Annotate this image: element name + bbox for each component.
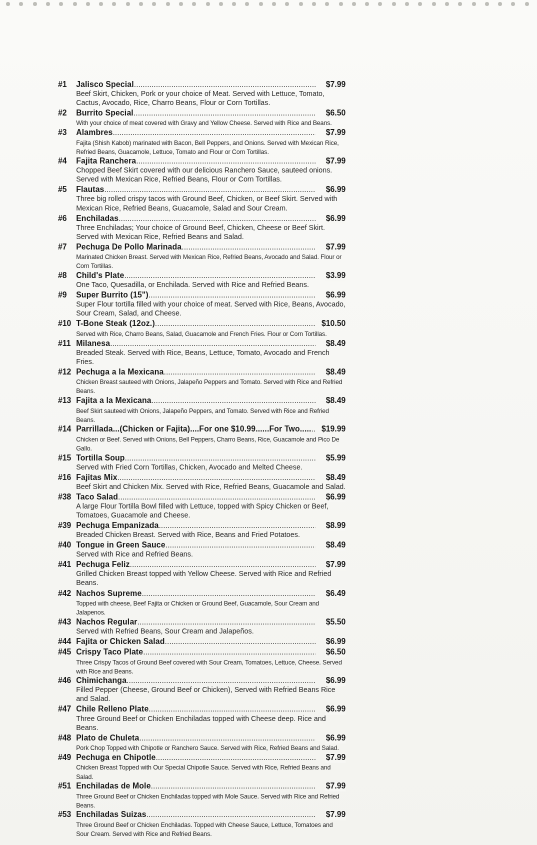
binding-hole — [232, 2, 236, 6]
item-number: #51 — [58, 781, 72, 791]
binding-hole — [46, 2, 50, 6]
item-description: Beef Skirt sauteed with Onions, Jalapeño Peppers, and Tomato. Served with Rice and Refried Beans. — [76, 406, 329, 424]
item-name: Fajita a la Mexicana ..... — [76, 396, 315, 406]
item-number: #4 — [58, 156, 67, 166]
item-name-leader — [58, 128, 316, 138]
item-description: Served with Rice, Charro Beans, Salad, Guacamole and French Fries. Flour or Corn Tortillas. — [76, 329, 327, 338]
item-name-leader — [58, 637, 316, 647]
menu-item-header — [58, 589, 346, 599]
menu-item — [58, 243, 346, 271]
binding-hole — [485, 2, 489, 6]
item-name: Burrito Special ..... — [76, 109, 315, 119]
menu-item-header — [58, 782, 346, 792]
menu-item — [58, 648, 346, 676]
item-name: Plato de Chuleta ..... — [76, 734, 315, 744]
item-name-leader — [58, 214, 316, 224]
binding-hole — [418, 2, 422, 6]
item-number: #11 — [58, 339, 71, 349]
item-number: #38 — [58, 492, 72, 502]
item-name-leader — [58, 271, 316, 281]
menu-item — [58, 753, 346, 781]
item-price: $6.99 — [325, 637, 346, 647]
binding-hole — [432, 2, 436, 6]
menu-item — [58, 109, 346, 128]
item-name: T-Bone Steak (12oz.) ..... — [76, 319, 315, 329]
menu-item-header — [58, 425, 346, 435]
item-price: $6.49 — [325, 589, 346, 599]
menu-item — [58, 185, 346, 213]
item-description: Three Ground Beef or Chicken Enchiladas. Topped with Cheese Sauce, Lettuce, Tomatoes and Sour Cream. Served with Rice and Refried Beans. — [76, 820, 333, 838]
item-name: Tongue in Green Sauce ..... — [76, 541, 315, 551]
item-number: #40 — [58, 540, 72, 550]
item-price: $3.99 — [325, 271, 346, 281]
item-number: #41 — [58, 560, 72, 570]
item-name-leader — [58, 560, 316, 570]
item-name: Fajitas Mix ..... — [76, 473, 315, 483]
item-price: $6.99 — [325, 185, 346, 195]
menu-item — [58, 214, 346, 242]
menu-item-header — [58, 753, 346, 763]
menu-item-header — [58, 214, 346, 224]
binding-hole — [325, 2, 329, 6]
binding-hole — [179, 2, 183, 6]
item-name-leader — [58, 541, 316, 551]
menu-item-header — [58, 453, 346, 463]
item-price: $6.99 — [325, 704, 346, 715]
item-name: Tortilla Soup ..... — [76, 453, 315, 463]
menu-item — [58, 589, 346, 617]
item-price: $5.99 — [325, 453, 346, 463]
item-number: #3 — [58, 128, 67, 138]
item-name: Child's Plate ..... — [76, 271, 315, 281]
item-number: #49 — [58, 753, 72, 763]
item-description: A large Flour Tortilla Bowl filled with Lettuce, topped with Spicy Chicken or Beef, Tomatoes, Guacamole and Cheese. — [76, 502, 329, 520]
menu-item — [58, 271, 346, 290]
binding-hole — [59, 2, 63, 6]
item-number: #43 — [58, 617, 72, 627]
binding-hole — [339, 2, 343, 6]
item-number: #15 — [58, 453, 72, 463]
item-description: Three big rolled crispy tacos with Ground Beef, Chicken, or Beef Skirt. Served with Mexican Rice, Refried Beans, Guacamole, Salad and Sour Cream. — [76, 195, 338, 213]
menu-item — [58, 453, 346, 472]
item-name: Nachos Supreme ..... — [76, 589, 315, 599]
item-description: Topped with cheese, Beef Fajita or Chicken or Ground Beef, Guacamole, Sour Cream and Jalapenos. — [76, 599, 320, 617]
item-description: Pork Chop Topped with Chipotle or Ranchero Sauce. Served with Rice, Refried Beans and Salad. — [76, 744, 339, 752]
item-name: Chimichanga ..... — [76, 676, 315, 686]
menu-item-header — [58, 618, 346, 628]
item-price: $7.99 — [325, 156, 346, 166]
item-name: Nachos Regular ..... — [76, 618, 315, 628]
item-price: $5.50 — [325, 617, 346, 627]
item-name-leader — [58, 80, 316, 90]
binding-hole — [472, 2, 476, 6]
item-name: Jalisco Special ..... — [76, 80, 315, 90]
item-name: Parrillada...(Chicken or Fajita)....For one $10.99......For Two..... ..... — [76, 425, 315, 435]
menu-item-header — [58, 637, 346, 647]
item-description: Chicken Breast sauteed with Onions, Jalapeño Peppers and Tomato. Served with Rice and Refried Beans. — [76, 378, 343, 395]
binding-hole — [272, 2, 276, 6]
menu-item — [58, 128, 346, 156]
item-price: $7.99 — [325, 781, 346, 791]
menu-item-header — [58, 541, 346, 551]
item-price: $8.49 — [325, 396, 346, 406]
item-description: Chopped Beef Skirt covered with our delicious Ranchero Sauce, sauteed onions. Served with Mexican Rice, Refried Beans, Flour or Corn Tortillas. — [76, 166, 333, 184]
item-name-leader — [58, 109, 316, 119]
item-description: Breaded Steak. Served with Rice, Beans, Lettuce, Tomato, Avocado and French Fries. — [76, 348, 330, 367]
menu-item-header — [58, 473, 346, 483]
item-name-leader — [58, 782, 316, 792]
item-description: Marinated Chicken Breast. Served with Mexican Rice, Refried Beans, Avocado and Salad. Flour or Corn Tortillas. — [76, 253, 342, 270]
binding-hole — [73, 2, 77, 6]
item-name: Pechuga Empanizada ..... — [76, 521, 315, 531]
menu-item-header — [58, 109, 346, 119]
item-price: $6.50 — [325, 647, 346, 657]
item-description: One Taco, Quesadilla, or Enchilada. Served with Rice and Refried Beans. — [76, 281, 309, 290]
item-name: Super Burrito (15") ..... — [76, 291, 315, 301]
menu-item — [58, 80, 346, 108]
item-price: $7.99 — [325, 810, 346, 820]
binding-hole — [19, 2, 23, 6]
binding-hole — [352, 2, 356, 6]
menu-item — [58, 705, 346, 733]
binding-hole — [6, 2, 10, 6]
item-price: $19.99 — [321, 424, 346, 434]
item-name: Pechuga De Pollo Marinada ..... — [76, 243, 315, 253]
item-number: #53 — [58, 810, 72, 820]
menu-item-header — [58, 705, 346, 715]
item-name-leader — [58, 425, 316, 435]
item-number: #5 — [58, 185, 67, 195]
item-name-leader — [58, 368, 316, 378]
item-name-leader — [58, 319, 316, 329]
item-name: Alambres ..... — [76, 128, 315, 138]
item-name: Pechuga Feliz ..... — [76, 560, 315, 570]
item-description: With your choice of meat covered with Gravy and Yellow Cheese. Served with Rice and Beans. — [76, 119, 332, 127]
menu-item-header — [58, 80, 346, 90]
item-name-leader — [58, 157, 316, 167]
item-number: #6 — [58, 214, 67, 224]
binding-hole — [511, 2, 515, 6]
item-name-leader — [58, 453, 316, 463]
menu-item-header — [58, 676, 346, 686]
binding-hole — [312, 2, 316, 6]
item-number: #14 — [58, 424, 72, 434]
binding-hole — [166, 2, 170, 6]
menu-item — [58, 676, 346, 704]
item-price: $7.99 — [325, 80, 346, 90]
menu-item — [58, 425, 346, 453]
item-name-leader — [58, 618, 316, 628]
item-name: Enchiladas de Mole ..... — [76, 782, 315, 792]
binding-hole — [299, 2, 303, 6]
menu-item-header — [58, 157, 346, 167]
item-number: #9 — [58, 290, 67, 300]
menu-item — [58, 810, 346, 838]
item-price: $6.99 — [325, 676, 346, 686]
item-name-leader — [58, 339, 316, 349]
item-name-leader — [58, 734, 316, 744]
item-number: #1 — [58, 80, 67, 90]
menu-item-header — [58, 128, 346, 138]
item-name: Flautas ..... — [76, 185, 315, 195]
item-name: Enchiladas Suizas ..... — [76, 810, 315, 820]
menu-item — [58, 637, 346, 647]
menu-item-header — [58, 368, 346, 378]
item-description: Chicken or Beef. Served with Onions, Bell Peppers, Charro Beans, Rice, Guacamole and Pico De Gallo. — [76, 435, 340, 452]
binding-hole — [99, 2, 103, 6]
menu-item-header — [58, 396, 346, 406]
binding-hole — [498, 2, 502, 6]
item-number: #48 — [58, 733, 72, 743]
item-price: $7.99 — [325, 560, 346, 570]
binding-holes — [0, 2, 537, 8]
item-number: #8 — [58, 271, 67, 281]
item-name-leader — [58, 648, 316, 658]
binding-hole — [152, 2, 156, 6]
binding-hole — [525, 2, 529, 6]
item-number: #2 — [58, 108, 67, 118]
item-price: $8.49 — [325, 473, 346, 483]
item-name: Milanesa ..... — [76, 339, 315, 349]
item-name: Pechuga en Chipotle ..... — [76, 753, 315, 763]
binding-hole — [139, 2, 143, 6]
item-description: Beef Skirt and Chicken Mix. Served with Rice, Refried Beans, Guacamole and Salad. — [76, 482, 346, 492]
menu-item-header — [58, 560, 346, 570]
binding-hole — [365, 2, 369, 6]
item-price: $10.50 — [321, 319, 346, 329]
binding-hole — [378, 2, 382, 6]
item-price: $8.49 — [325, 339, 346, 349]
menu-item-header — [58, 521, 346, 531]
item-description: Beef Skirt, Chicken, Pork or your choice of Meat. Served with Lettuce, Tomato, Cactus, Avocado, Rice, Charro Beans, Flour or Corn Tortillas. — [76, 89, 325, 108]
item-description: Three Ground Beef or Chicken Enchiladas topped with Mole Sauce. Served with Rice and Refried Beans. — [76, 792, 340, 809]
binding-hole — [86, 2, 90, 6]
item-price: $6.99 — [325, 492, 346, 502]
item-number: #10 — [58, 319, 72, 329]
item-name-leader — [58, 676, 316, 686]
item-description: Super Flour tortilla filled with your choice of meat. Served with Rice, Beans, Avocado, Sour Cream, Salad, and Cheese. — [76, 300, 346, 318]
menu-item — [58, 319, 346, 338]
item-description: Served with Fried Corn Tortillas, Chicken, Avocado and Melted Cheese. — [76, 463, 303, 472]
item-number: #12 — [58, 367, 72, 377]
item-price: $7.99 — [325, 753, 346, 763]
item-name: Pechuga a la Mexicana ..... — [76, 368, 315, 378]
item-price: $7.99 — [325, 242, 346, 252]
menu-item-header — [58, 339, 346, 349]
item-description: Three Ground Beef or Chicken Enchiladas topped with Cheese deep. Rice and Beans. — [76, 714, 326, 733]
menu-item-header — [58, 493, 346, 503]
item-description: Three Crispy Tacos of Ground Beef covered with Sour Cream, Tomatoes, Lettuce, Cheese. Served with Rice and Beans. — [76, 658, 342, 675]
menu-item — [58, 541, 346, 560]
item-name: Enchiladas ..... — [76, 214, 315, 224]
item-name-leader — [58, 291, 316, 301]
item-name-leader — [58, 396, 316, 406]
menu-item — [58, 734, 346, 753]
menu-item-header — [58, 319, 346, 329]
item-name-leader — [58, 473, 316, 483]
binding-hole — [405, 2, 409, 6]
item-name: Crispy Taco Plate ..... — [76, 648, 315, 658]
binding-hole — [285, 2, 289, 6]
menu-item — [58, 560, 346, 588]
item-name-leader — [58, 243, 316, 253]
menu-item — [58, 396, 346, 424]
item-number: #45 — [58, 647, 72, 657]
item-description: Filled Pepper (Cheese, Ground Beef or Chicken), Served with Refried Beans Rice and Salad. — [76, 686, 336, 704]
menu-list — [58, 80, 346, 839]
item-description: Fajita (Shish Kabob) marinated with Bacon, Bell Peppers, and Onions. Served with Mexican Rice, Refried Beans, Guacamole, Lettuce, Tomato and Flour or Corn Tortillas. — [76, 138, 339, 156]
menu-item — [58, 157, 346, 185]
binding-hole — [33, 2, 37, 6]
item-number: #13 — [58, 396, 72, 406]
item-price: $6.50 — [325, 108, 346, 118]
item-name-leader — [58, 589, 316, 599]
menu-item-header — [58, 243, 346, 253]
menu-item — [58, 521, 346, 540]
item-description: Three Enchiladas; Your choice of Ground Beef, Chicken, Cheese or Beef Skirt. Served with Mexican Rice, Refried Beans and Salad. — [76, 223, 325, 242]
item-description: Breaded Chicken Breast. Served with Rice, Beans and Fried Potatoes. — [76, 531, 300, 540]
item-name-leader — [58, 753, 316, 763]
item-number: #44 — [58, 637, 72, 647]
item-number: #7 — [58, 242, 67, 252]
menu-item-header — [58, 648, 346, 658]
item-name-leader — [58, 521, 316, 531]
item-price: $8.49 — [325, 540, 346, 550]
binding-hole — [259, 2, 263, 6]
item-name: Fajita or Chicken Salad ..... — [76, 637, 315, 647]
item-description: Grilled Chicken Breast topped with Yellow Cheese. Served with Rice and Refried Beans. — [76, 570, 332, 588]
binding-hole — [445, 2, 449, 6]
item-number: #46 — [58, 676, 72, 686]
menu-item — [58, 473, 346, 492]
item-number: #47 — [58, 704, 72, 715]
item-name: Taco Salad ..... — [76, 493, 315, 503]
item-name-leader — [58, 810, 316, 820]
item-name-leader — [58, 185, 316, 195]
item-number: #39 — [58, 521, 72, 531]
item-name: Chile Relleno Plate ..... — [76, 705, 315, 715]
menu-item-header — [58, 185, 346, 195]
item-price: $8.49 — [325, 367, 346, 377]
item-number: #16 — [58, 473, 72, 483]
binding-hole — [392, 2, 396, 6]
menu-item-header — [58, 810, 346, 820]
item-name-leader — [58, 705, 316, 715]
menu-item-header — [58, 291, 346, 301]
binding-hole — [219, 2, 223, 6]
item-name-leader — [58, 493, 316, 503]
menu-item — [58, 291, 346, 319]
item-price: $6.99 — [325, 290, 346, 300]
binding-hole — [245, 2, 249, 6]
binding-hole — [112, 2, 116, 6]
binding-hole — [458, 2, 462, 6]
item-description: Served with Refried Beans, Sour Cream and Jalapeños. — [76, 627, 254, 636]
menu-item — [58, 782, 346, 810]
item-description: Served with Rice and Refried Beans. — [76, 550, 193, 559]
binding-hole — [206, 2, 210, 6]
item-price: $6.99 — [325, 214, 346, 224]
item-price: $8.99 — [325, 521, 346, 531]
item-price: $7.99 — [325, 128, 346, 138]
item-description: Chicken Breast Topped with Our Special Chipotle Sauce. Served with Rice, Refried Beans and Salad. — [76, 763, 331, 781]
binding-hole — [126, 2, 130, 6]
menu-item-header — [58, 734, 346, 744]
menu-item — [58, 339, 346, 367]
item-name: Fajita Ranchera ..... — [76, 157, 315, 167]
binding-hole — [192, 2, 196, 6]
menu-item — [58, 618, 346, 637]
menu-item-header — [58, 271, 346, 281]
menu-item — [58, 368, 346, 396]
item-number: #42 — [58, 589, 72, 599]
menu-item — [58, 493, 346, 521]
item-price: $6.99 — [325, 733, 346, 743]
